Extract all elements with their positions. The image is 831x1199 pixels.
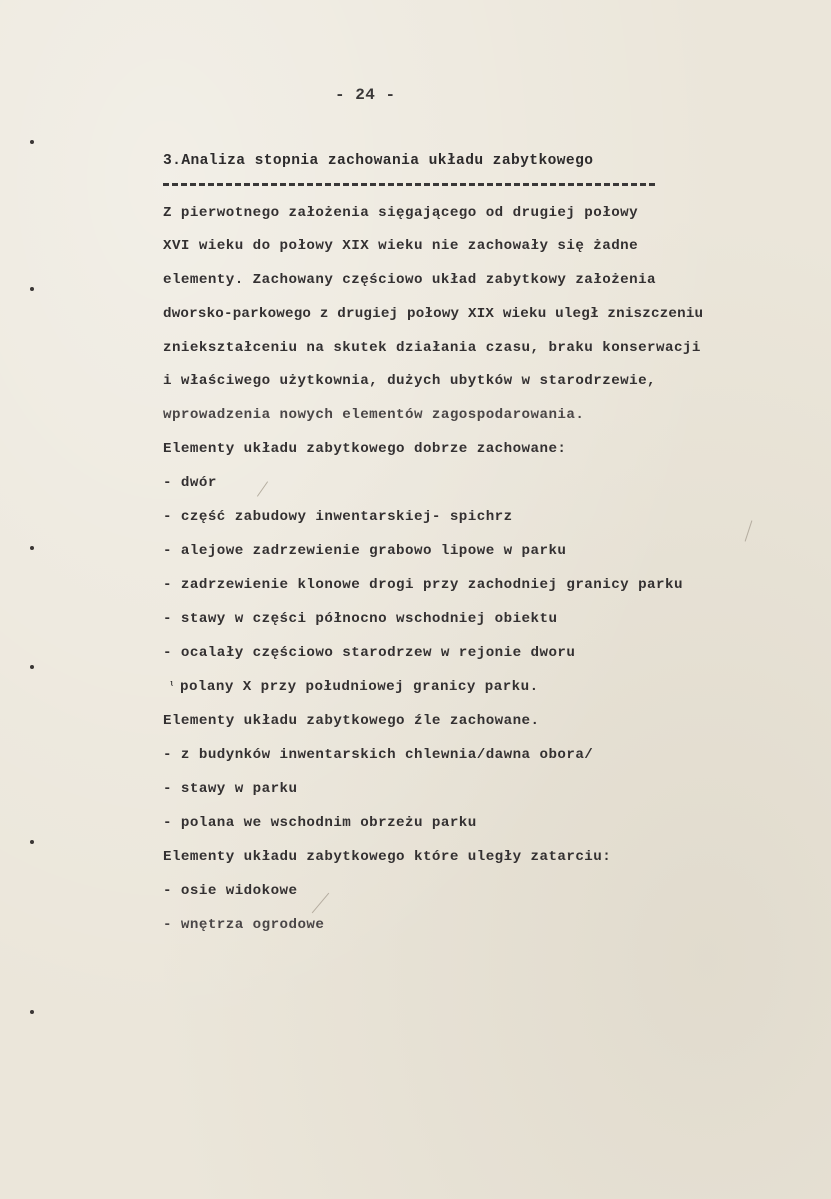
heading-underline xyxy=(163,183,655,186)
body-line: Z pierwotnego założenia sięgającego od drugiej połowy xyxy=(163,205,639,221)
list-item: - część zabudowy inwentarskiej- spichrz xyxy=(163,509,513,525)
list-item: polany X przy południowej granicy parku. xyxy=(180,679,539,695)
list-item: - zadrzewienie klonowe drogi przy zachodniej granicy parku xyxy=(163,577,683,593)
list-item: - z budynków inwentarskich chlewnia/dawna obora/ xyxy=(163,747,594,763)
list-item: - alejowe zadrzewienie grabowo lipowe w parku xyxy=(163,543,567,559)
body-line: Elementy układu zabytkowego źle zachowane. xyxy=(163,713,540,729)
list-item: - dwór xyxy=(163,475,217,491)
pencil-mark xyxy=(745,520,753,541)
body-line: dworsko-parkowego z drugiej połowy XIX wieku uległ zniszczeniu xyxy=(163,306,704,322)
body-line: elementy. Zachowany częściowo układ zabytkowy założenia xyxy=(163,272,657,288)
list-item: - ocalały częściowo starodrzew w rejonie dworu xyxy=(163,645,576,661)
body-line: Elementy układu zabytkowego dobrze zachowane: xyxy=(163,441,567,457)
punch-hole xyxy=(30,287,34,291)
list-item: - stawy w parku xyxy=(163,781,298,797)
handwritten-correction-mark: ᶥ xyxy=(170,676,174,695)
punch-hole xyxy=(30,546,34,550)
list-item: - stawy w części północno wschodniej obiektu xyxy=(163,611,558,627)
section-heading: 3.Analiza stopnia zachowania układu zabytkowego xyxy=(163,153,594,169)
body-line: XVI wieku do połowy XIX wieku nie zachowały się żadne xyxy=(163,238,639,254)
body-line: i właściwego użytkownia, dużych ubytków w starodrzewie, xyxy=(163,373,657,389)
list-item: - osie widokowe xyxy=(163,883,298,899)
punch-hole xyxy=(30,665,34,669)
list-item: - wnętrza ogrodowe xyxy=(163,917,325,933)
pencil-mark xyxy=(257,481,268,496)
body-line: wprowadzenia nowych elementów zagospodarowania. xyxy=(163,407,585,423)
body-line: Elementy układu zabytkowego które uległy zatarciu: xyxy=(163,849,612,865)
list-item: - polana we wschodnim obrzeżu parku xyxy=(163,815,477,831)
punch-hole xyxy=(30,1010,34,1014)
punch-hole xyxy=(30,840,34,844)
page-number: - 24 - xyxy=(335,86,396,104)
body-line: zniekształceniu na skutek działania czasu, braku konserwacji xyxy=(163,340,701,356)
pencil-mark xyxy=(312,893,329,914)
punch-hole xyxy=(30,140,34,144)
